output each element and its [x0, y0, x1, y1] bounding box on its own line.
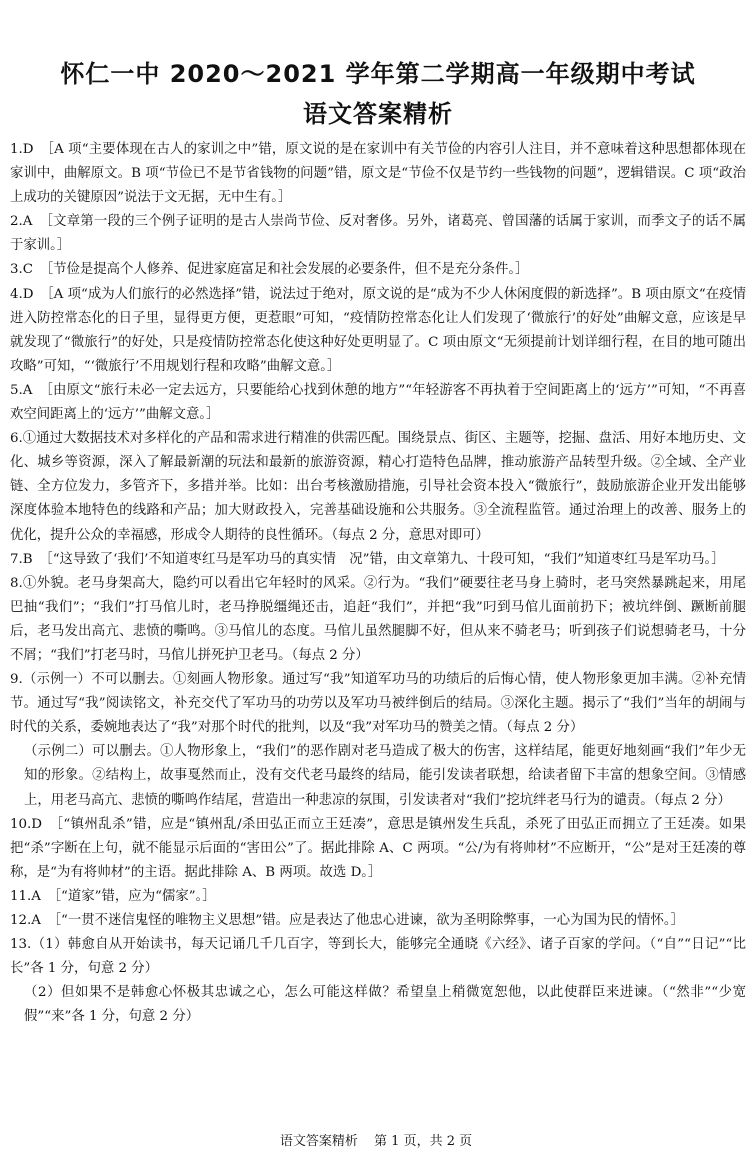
answer-item: 1.D ［A 项“主要体现在古人的家训之中”错，原文说的是在家训中有关节俭的内容引人注目，并不意味着这种思想都体现在家训中，曲解原文。B 项“节俭已不是节省钱物的问题”错，原文是“节俭不仅是节约一些钱物的问题”，逻辑错误。C 项“政治上成功的关键原因”说法于文无据，无中生有。］: [10, 142, 746, 206]
answer-item: （2）但如果不是韩愈心怀极其忠诚之心，怎么可能这样做？希望皇上稍微宽恕他，以此使群臣来进谏。（“然非”“少宽假”“来”各 1 分，句意 2 分）: [24, 985, 746, 1025]
page-subtitle: 语文答案精析: [303, 100, 453, 128]
answer-item: 6.①通过大数据技术对多样化的产品和需求进行精准的供需匹配。围绕景点、街区、主题等，挖掘、盘活、用好本地历史、文化、城乡等资源，深入了解最新潮的玩法和最新的旅游资源，精心打造特色品牌，推动旅游产品转型升级。②全域、全产业链、全方位发力，多管齐下，多措并举。比如：出台考核激励措施，引导社会资本投入“微旅行”，鼓励旅游企业开发出能够深度体验本地特色的线路和产品；加大财政投入，完善基础设施和公共服务。③全流程监管。通过治理上的改善、服务上的优化，提升公众的幸福感，形成令人期待的良性循环。（每点 2 分，意思对即可）: [10, 431, 746, 543]
answer-item: 2.A ［文章第一段的三个例子证明的是古人崇尚节俭、反对奢侈。另外，诸葛亮、曾国藩的话属于家训，而季文子的话不属于家训。］: [10, 214, 746, 254]
footer-page-info: 第 1 页，共 2 页: [374, 1134, 473, 1149]
answer-item: 10.D ［“镇州乱杀”错，应是“镇州乱/杀田弘正而立王廷凑”，意思是镇州发生兵乱，杀死了田弘正而拥立了王廷凑。如果把“杀”字断在上句，就不能显示后面的“害田公”了。据此排除 A、C 两项。“公/为有将帅材”不应断开，“公”是对王廷凑的尊称，是“为有将帅材”的主语。据此排除 A、B 两项。故选 D。］: [10, 816, 746, 880]
answer-item: 8.①外貌。老马身架高大，隐约可以看出它年轻时的风采。②行为。“我们”硬要往老马身上骑时，老马突然暴跳起来，用尾巴抽“我们”；“我们”打马倌儿时，老马挣脱缰绳还击，追赶“我们”，并把“我”叼到马倌儿面前扔下；被坑绊倒、蹶断前腿后，老马发出高亢、悲愤的嘶鸣。③马倌儿的态度。马倌儿虽然腿脚不好，但从来不骑老马；听到孩子们说想骑老马，十分不屑；“我们”打老马时，马倌儿拼死护卫老马。（每点 2 分）: [10, 575, 746, 663]
footer-doc-name: 语文答案精析: [279, 1134, 358, 1149]
answer-item: （示例二）可以删去。①人物形象上，“我们”的恶作剧对老马造成了极大的伤害，这样结尾，能更好地刻画“我们”年少无知的形象。②结构上，故事戛然而止，没有交代老马最终的结局，能引发读者联想，给读者留下丰富的想象空间。③情感上，用老马高亢、悲愤的嘶鸣作结尾，营造出一种悲凉的氛围，引发读者对“我们”挖坑绊老马行为的谴责。（每点 2 分）: [24, 744, 746, 808]
answer-item: 3.C ［节俭是提高个人修养、促进家庭富足和社会发展的必要条件，但不是充分条件。］: [10, 262, 529, 278]
answer-item: 5.A ［由原文“旅行未必一定去远方，只要能给心找到休憩的地方”“年轻游客不再执着于空间距离上的‘远方’”可知，“不再喜欢空间距离上的‘远方’”曲解文意。］: [10, 382, 746, 423]
answer-item: 9.（示例一）不可以删去。①刻画人物形象。通过写“我”知道军功马的功绩后的后悔心情，使人物形象更加丰满。②补充情节。通过写“我”阅读铭文，补充交代了军功马的功劳以及军功马被绊倒后的结局。③深化主题。揭示了“我们”当年的胡闹与时代的关系，委婉地表达了“我”对那个时代的批判，以及“我”对军功马的赞美之情。（每点 2 分）: [10, 672, 746, 736]
page-footer: [0, 1133, 752, 1151]
answer-item: 11.A ［“道家”错，应为“儒家”。］: [10, 888, 216, 904]
answer-item: 12.A ［“一贯不迷信鬼怪的唯物主义思想”错。应是表达了他忠心进谏，欲为圣明除弊事，一心为国为民的情怀。］: [10, 913, 685, 928]
answer-item: 7.B ［“这导致了‘我们’不知道枣红马是军功马的真实情 况”错，由文章第九、十段可知，“我们”知道枣红马是军功马。］: [10, 551, 725, 567]
answer-item: 4.D ［A 项“成为人们旅行的必然选择”错，说法过于绝对，原文说的是“成为不少人休闲度假的新选择”。B 项由原文“在疫情进入防控常态化的日子里，显得更方便，更惹眼”可知，“疫情防控常态化让人们发现了‘微旅行’的好处”曲解文意，应该是早就发现了“微旅行”的好处，只是疫情防控常态化使这种好处更明显了。C 项由原文“无须提前计划详细行程，在目的地可随出攻略”可知，“‘微旅行’不用规划行程和攻略”曲解文意。］: [10, 286, 746, 374]
answer-item: 13.（1）韩愈自从开始读书，每天记诵几千几百字，等到长大，能够完全通晓《六经》、诸子百家的学问。（“自”“日记”“比长”各 1 分，句意 2 分）: [10, 937, 746, 977]
answer-list: [10, 138, 746, 1029]
page-title: 怀仁一中 2020～2021 学年第二学期高一年级期中考试: [60, 60, 696, 88]
